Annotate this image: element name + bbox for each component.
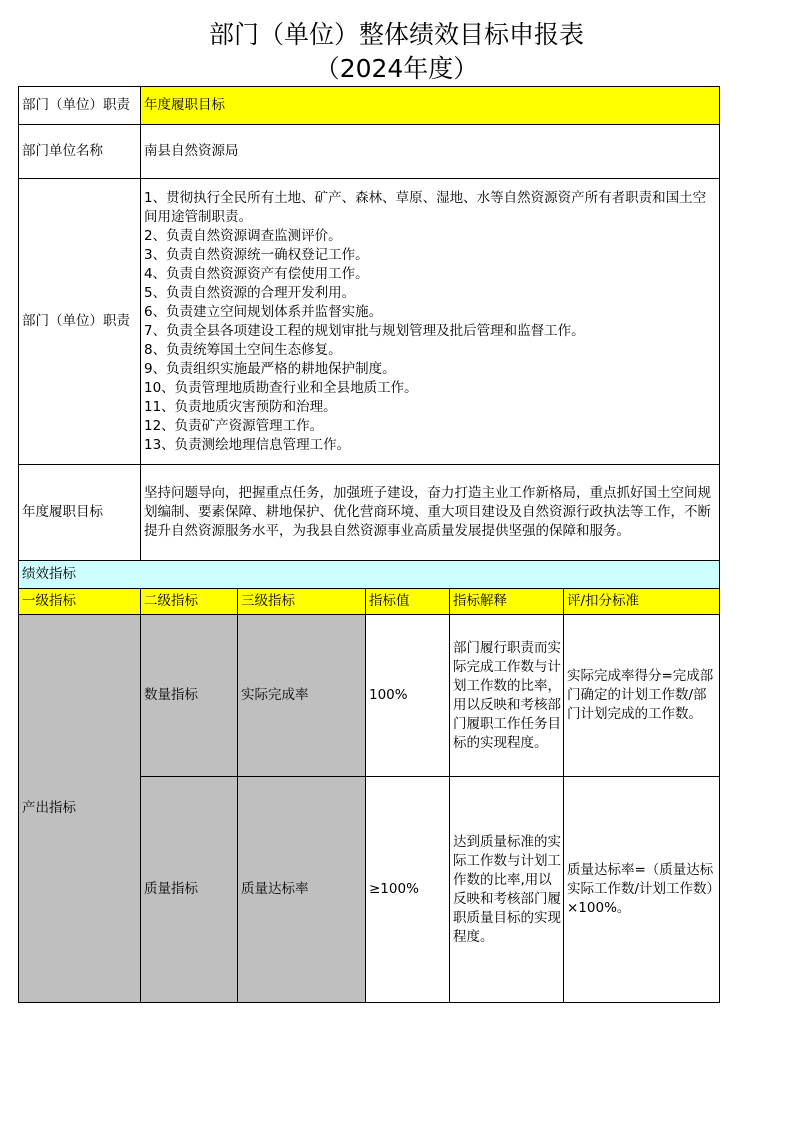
duty-item: 6、负责建立空间规划体系并监督实施。	[144, 303, 383, 320]
duty-label-top: 部门（单位）职责	[19, 87, 141, 125]
explanation-cell: 达到质量标准的实际工作数与计划工作数的比率,用以反映和考核部门履职质量目标的实现程度。	[450, 777, 564, 1003]
duty-item: 13、负责测绘地理信息管理工作。	[144, 436, 351, 453]
page-subtitle-year: （2024年度）	[314, 54, 479, 83]
goal-label: 年度履职目标	[19, 465, 141, 561]
performance-form-table	[18, 86, 720, 1003]
duty-item: 12、负责矿产资源管理工作。	[144, 417, 324, 434]
col-header-explanation: 指标解释	[450, 589, 564, 615]
section-performance-label: 绩效指标	[19, 561, 720, 589]
col-header-level3: 三级指标	[238, 589, 366, 615]
duty-item: 3、负责自然资源统一确权登记工作。	[144, 246, 369, 263]
col-header-standard: 评/扣分标准	[564, 589, 720, 615]
value-cell: ≥100%	[366, 777, 450, 1003]
dept-name-label: 部门单位名称	[19, 125, 141, 179]
dept-name-value: 南县自然资源局	[141, 125, 720, 179]
goal-text: 坚持问题导向，把握重点任务，加强班子建设，奋力打造主业工作新格局，重点抓好国土空间规划编制、要素保障、耕地保护、优化营商环境、重大项目建设及自然资源行政执法等工作，不断提升自然资源服务水平，为我县自然资源事业高质量发展提供坚强的保障和服务。	[141, 465, 720, 561]
standard-cell: 质量达标率=（质量达标实际工作数/计划工作数）×100%。	[564, 777, 720, 1003]
value-cell: 100%	[366, 615, 450, 777]
level1-output-indicator: 产出指标	[19, 615, 141, 1003]
standard-cell: 实际完成率得分=完成部门确定的计划工作数/部门计划完成的工作数。	[564, 615, 720, 777]
level2-cell: 质量指标	[141, 777, 238, 1003]
table-row	[19, 615, 720, 777]
duties-label: 部门（单位）职责	[19, 179, 141, 465]
duty-item: 9、负责组织实施最严格的耕地保护制度。	[144, 360, 396, 377]
duty-item: 10、负责管理地质勘查行业和全县地质工作。	[144, 379, 418, 396]
level2-cell: 数量指标	[141, 615, 238, 777]
duty-item: 7、负责全县各项建设工程的规划审批与规划管理及批后管理和监督工作。	[144, 322, 585, 339]
duty-item: 5、负责自然资源的合理开发利用。	[144, 284, 356, 301]
duty-item: 1、贯彻执行全民所有土地、矿产、森林、草原、湿地、水等自然资源资产所有者职责和国土空间用途管制职责。	[144, 189, 707, 225]
duty-item: 11、负责地质灾害预防和治理。	[144, 398, 337, 415]
duties-list	[141, 179, 720, 465]
duty-item: 4、负责自然资源资产有偿使用工作。	[144, 265, 369, 282]
level3-cell: 质量达标率	[238, 777, 366, 1003]
col-header-level1: 一级指标	[19, 589, 141, 615]
duty-item: 8、负责统筹国土空间生态修复。	[144, 341, 342, 358]
duty-value-top: 年度履职目标	[141, 87, 720, 125]
level3-cell: 实际完成率	[238, 615, 366, 777]
col-header-value: 指标值	[366, 589, 450, 615]
duty-item: 2、负责自然资源调查监测评价。	[144, 227, 342, 244]
col-header-level2: 二级指标	[141, 589, 238, 615]
explanation-cell: 部门履行职责而实际完成工作数与计划工作数的比率，用以反映和考核部门履职工作任务目标的实现程度。	[450, 615, 564, 777]
page-title: 部门（单位）整体绩效目标申报表	[208, 20, 584, 49]
